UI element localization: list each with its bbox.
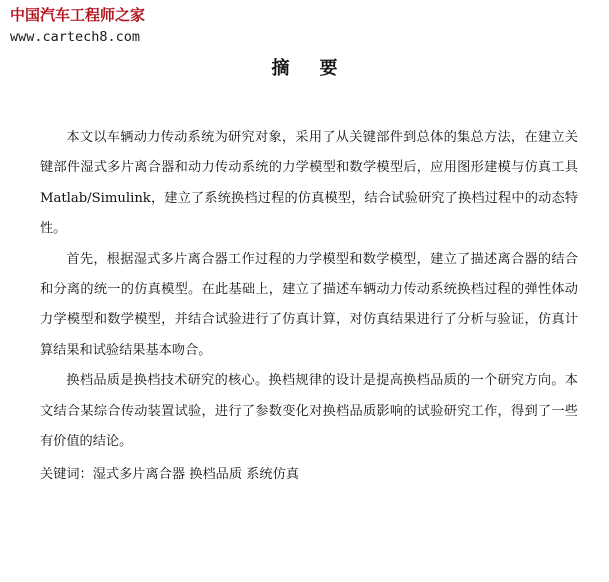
- keywords-line: 关键词：湿式多片离合器 换档品质 系统仿真: [40, 467, 299, 483]
- watermark-site-url: www.cartech8.com: [10, 29, 141, 45]
- watermark-site-name: 中国汽车工程师之家: [10, 6, 146, 24]
- abstract-paragraph-1: 本文以车辆动力传动系统为研究对象，采用了从关键部件到总体的集总方法，在建立关键部件湿式多片离合器和动力传动系统的力学模型和数学模型后，应用图形建模与仿真工具Matlab/Simulink，建立了系统换档过程的仿真模型，结合试验研究了换档过程中的动态特性。: [40, 130, 578, 237]
- abstract-paragraph-3: 换档品质是换档技术研究的核心。换档规律的设计是提高换档品质的一个研究方向。本文结合某综合传动装置试验，进行了参数变化对换档品质影响的试验研究工作，得到了一些有价值的结论。: [40, 373, 578, 450]
- abstract-paragraph-2: 首先，根据湿式多片离合器工作过程的力学模型和数学模型，建立了描述离合器的结合和分离的统一的仿真模型。在此基础上，建立了描述车辆动力传动系统换档过程的弹性体动力学模型和数学模型，并结合试验进行了仿真计算，对仿真结果进行了分析与验证，仿真计算结果和试验结果基本吻合。: [40, 251, 578, 358]
- watermark: [10, 6, 145, 46]
- abstract-body: [40, 123, 578, 487]
- page-title: 摘要: [271, 58, 368, 79]
